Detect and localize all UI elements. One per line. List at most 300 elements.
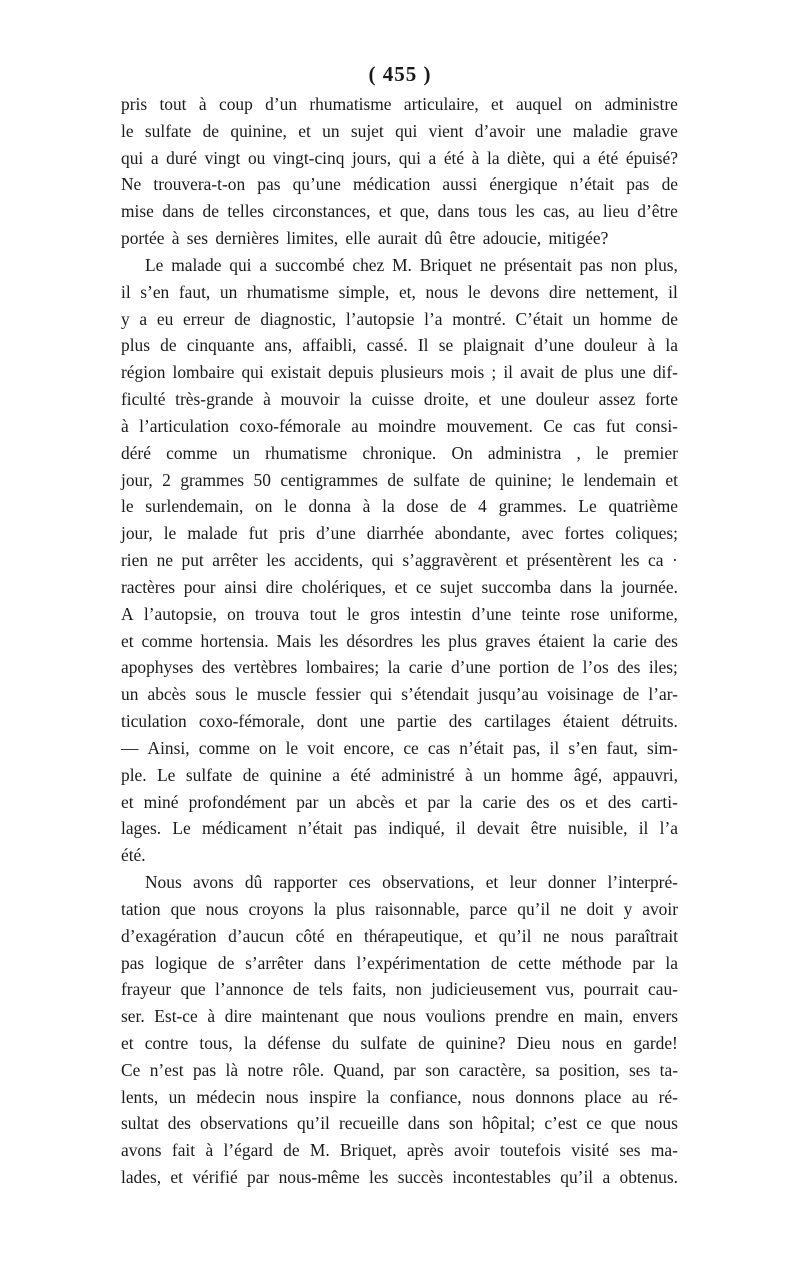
- word: on: [574, 94, 593, 114]
- word: dû: [424, 228, 443, 249]
- word: succès: [397, 1167, 444, 1188]
- word: consi-: [635, 415, 678, 436]
- word: un: [328, 791, 346, 812]
- word: abondante,: [434, 523, 511, 544]
- word: désordres: [346, 630, 414, 651]
- word: le: [121, 120, 134, 141]
- word: coup: [218, 94, 253, 114]
- word: Nous: [145, 872, 182, 893]
- word: dont: [316, 711, 348, 732]
- word: M.: [392, 254, 412, 275]
- word: l’annonce: [214, 979, 284, 1000]
- word: douleur: [584, 335, 638, 356]
- text-line: [121, 842, 678, 869]
- word: eu: [156, 308, 174, 329]
- word: recueille: [338, 1113, 399, 1134]
- word: dire: [548, 281, 577, 302]
- word: détruits.: [621, 711, 678, 732]
- word: d’une: [471, 603, 512, 624]
- word: à: [205, 1140, 214, 1161]
- word: Ce: [121, 1059, 141, 1080]
- word: depuis: [328, 362, 374, 383]
- word: nettement,: [585, 281, 659, 302]
- word: jours,: [351, 147, 392, 168]
- word: au: [351, 415, 368, 436]
- word: s’en: [140, 281, 170, 302]
- word: et: [478, 389, 492, 410]
- text-line: [121, 735, 678, 762]
- word: ma-: [650, 1140, 678, 1161]
- word: une: [536, 120, 562, 141]
- word: n’était: [459, 737, 504, 758]
- text-line: [121, 628, 678, 655]
- word: notre: [247, 1059, 284, 1080]
- word: portée: [121, 228, 165, 249]
- word: administre: [604, 94, 678, 114]
- word: jusqu’au: [478, 684, 538, 705]
- word: coliques;: [615, 523, 678, 544]
- word: de: [202, 201, 219, 222]
- word: duré: [166, 147, 198, 168]
- word: elle: [345, 228, 371, 249]
- word: devons: [490, 281, 540, 302]
- word: y: [121, 308, 130, 329]
- word: plus: [121, 335, 150, 356]
- word: été: [350, 764, 371, 785]
- word: nous: [205, 898, 239, 919]
- word: a: [150, 147, 159, 168]
- word: iles;: [648, 657, 678, 678]
- word: que: [610, 1113, 636, 1134]
- word: abcès: [147, 684, 187, 705]
- word: doit: [586, 898, 614, 919]
- word: sulfate: [144, 120, 192, 141]
- text-line: [121, 225, 678, 252]
- text-line: [121, 1084, 678, 1111]
- word: avait: [520, 362, 554, 383]
- word: qui: [369, 684, 393, 705]
- word: cassé.: [366, 335, 408, 356]
- word: le: [284, 496, 297, 517]
- word: lombaires;: [305, 657, 380, 678]
- word: comme: [198, 737, 250, 758]
- word: sulfate: [360, 1032, 407, 1053]
- word: le: [467, 281, 481, 302]
- word: plus: [584, 362, 614, 383]
- word: à: [121, 415, 129, 436]
- word: circonstances,: [272, 201, 371, 222]
- word: ta-: [659, 1059, 678, 1080]
- word: de: [202, 120, 220, 141]
- word: tation: [121, 898, 161, 919]
- word: s’arrêter: [245, 952, 304, 973]
- word: mitigée?: [548, 228, 609, 249]
- word: pas: [353, 818, 378, 839]
- body-text: [121, 91, 678, 1191]
- word: rhumatisme: [246, 281, 329, 302]
- text-line: [121, 869, 678, 896]
- word: une: [500, 389, 526, 410]
- word: cas,: [543, 201, 570, 222]
- word: caractère,: [458, 1059, 526, 1080]
- word: pas: [626, 174, 650, 195]
- word: ticulation: [121, 711, 187, 732]
- word: quinine,: [230, 120, 287, 141]
- word: le: [596, 442, 609, 463]
- word: que: [180, 979, 206, 1000]
- word: quatrième: [608, 496, 678, 517]
- word: non: [395, 979, 422, 1000]
- word: administra: [487, 442, 562, 463]
- word: put: [181, 550, 204, 571]
- word: 50: [253, 469, 271, 490]
- word: nous: [644, 1113, 678, 1134]
- word: envers: [632, 1006, 678, 1027]
- word: de: [387, 469, 404, 490]
- word: lendemain: [583, 469, 656, 490]
- word: Mais: [276, 630, 312, 651]
- word: rhumatisme: [265, 442, 348, 463]
- word: son: [425, 1059, 450, 1080]
- word: et: [585, 791, 598, 812]
- word: défense: [267, 1032, 321, 1053]
- word: prendre: [495, 1006, 549, 1027]
- word: l’os: [582, 657, 609, 678]
- word: main,: [583, 1006, 623, 1027]
- word: apophyses: [121, 657, 194, 678]
- word: qu’il: [297, 1113, 330, 1134]
- word: existait: [270, 362, 321, 383]
- word: que,: [399, 201, 430, 222]
- word: montré.: [452, 308, 506, 329]
- word: l’égard: [223, 1140, 273, 1161]
- word: en: [605, 1032, 623, 1053]
- word: diagnostic,: [260, 308, 337, 329]
- word: nous: [383, 1006, 416, 1027]
- word: et: [394, 576, 408, 597]
- word: plus: [336, 898, 366, 919]
- word: nuisible,: [568, 818, 628, 839]
- word: tout: [159, 94, 187, 114]
- word: mise: [121, 201, 154, 222]
- word: pas: [579, 254, 603, 275]
- word: présentèrent: [526, 550, 612, 571]
- word: qui: [395, 120, 418, 141]
- word: des: [526, 791, 550, 812]
- word: rien: [121, 550, 149, 571]
- word: des: [167, 1113, 191, 1134]
- word: qui: [121, 147, 144, 168]
- word: lombaire: [172, 362, 235, 383]
- text-line: [121, 789, 678, 816]
- word: au: [578, 201, 595, 222]
- word: faut,: [606, 737, 638, 758]
- word: tous: [477, 201, 507, 222]
- word: dose: [406, 496, 439, 517]
- text-line: [121, 574, 678, 601]
- word: nous: [472, 1086, 505, 1107]
- word: pas: [192, 1059, 217, 1080]
- word: à: [471, 147, 480, 168]
- word: ses: [628, 1059, 651, 1080]
- word: qu’il: [560, 1167, 594, 1188]
- word: intestin: [410, 603, 462, 624]
- word: là: [225, 1059, 239, 1080]
- word: son: [448, 1113, 474, 1134]
- word: profondément: [188, 791, 287, 812]
- word: de: [160, 335, 177, 356]
- word: de: [242, 764, 260, 785]
- text-line: [121, 440, 678, 467]
- word: quinine?: [445, 1032, 506, 1053]
- word: vérifié: [192, 1167, 238, 1188]
- word: cas: [427, 737, 451, 758]
- word: en: [557, 1006, 575, 1027]
- word: lents,: [121, 1086, 159, 1107]
- word: pourrait: [583, 979, 639, 1000]
- word: Quand,: [333, 1059, 385, 1080]
- word: qui: [398, 147, 421, 168]
- text-line: [121, 91, 678, 118]
- word: on: [255, 496, 273, 517]
- word: auquel: [515, 94, 563, 114]
- word: et: [485, 872, 499, 893]
- text-line: [121, 547, 678, 574]
- word: diète,: [507, 147, 546, 168]
- word: lieu: [602, 201, 629, 222]
- word: âgé,: [573, 764, 603, 785]
- word: premier: [623, 442, 678, 463]
- word: pris: [278, 523, 306, 544]
- word: nous-même: [278, 1167, 360, 1188]
- word: méthode: [561, 952, 622, 973]
- word: avons: [193, 872, 234, 893]
- word: le: [163, 523, 177, 544]
- word: et: [404, 791, 418, 812]
- word: trouva: [254, 603, 300, 624]
- word: qui: [552, 147, 576, 168]
- word: un: [572, 308, 590, 329]
- word: M.: [309, 1140, 330, 1161]
- word: obtenus.: [619, 1167, 678, 1188]
- word: forte: [645, 389, 678, 410]
- word: d’une: [534, 335, 574, 356]
- word: homme: [511, 764, 564, 785]
- word: pas: [121, 952, 145, 973]
- word: incontestables: [452, 1167, 551, 1188]
- word: donner: [547, 872, 597, 893]
- word: Briquet,: [340, 1140, 397, 1161]
- word: n’était: [298, 818, 343, 839]
- word: homme: [599, 308, 652, 329]
- text-line: [121, 654, 678, 681]
- word: de: [469, 469, 486, 490]
- word: épuisé?: [625, 147, 678, 168]
- word: un: [322, 120, 340, 141]
- word: partie: [397, 711, 437, 732]
- word: un: [219, 281, 238, 302]
- word: par: [632, 952, 655, 973]
- word: abcès: [356, 791, 395, 812]
- word: tels: [318, 979, 343, 1000]
- word: arrêter: [212, 550, 258, 571]
- word: dans: [162, 201, 195, 222]
- word: confiance,: [389, 1086, 462, 1107]
- word: de: [557, 657, 575, 678]
- word: —: [121, 737, 139, 758]
- word: quinine: [269, 764, 322, 785]
- word: de: [283, 1140, 300, 1161]
- word: uniforme,: [609, 603, 678, 624]
- text-line: [121, 386, 678, 413]
- word: Dieu: [516, 1032, 551, 1053]
- word: les: [266, 550, 286, 571]
- word: nous: [425, 281, 459, 302]
- word: de: [661, 308, 678, 329]
- word: journée.: [621, 576, 678, 597]
- word: cau-: [648, 979, 678, 1000]
- word: mouvoir: [280, 389, 340, 410]
- text-line: [121, 359, 678, 386]
- word: dernières: [215, 228, 280, 249]
- word: qu’il: [517, 898, 551, 919]
- word: ces: [348, 872, 371, 893]
- word: fut: [248, 523, 268, 544]
- text-line: [121, 950, 678, 977]
- word: de: [292, 979, 310, 1000]
- text-line: [121, 1003, 678, 1030]
- word: nous: [570, 925, 604, 946]
- text-line: [121, 681, 678, 708]
- word: ne: [479, 254, 497, 275]
- word: muscle: [257, 684, 307, 705]
- word: il: [668, 281, 678, 302]
- text-line: [121, 601, 678, 628]
- word: rapporter: [273, 872, 338, 893]
- word: les: [420, 630, 441, 651]
- word: la: [382, 496, 395, 517]
- word: et: [298, 120, 311, 141]
- word: le: [285, 737, 299, 758]
- word: maintenant: [261, 1006, 339, 1027]
- word: la: [349, 389, 362, 410]
- word: qu’une: [292, 174, 341, 195]
- word: de: [490, 952, 508, 973]
- word: d’exagération: [121, 925, 217, 946]
- word: ses: [186, 228, 209, 249]
- word: à: [362, 496, 371, 517]
- word: carti-: [641, 791, 678, 812]
- word: parce: [469, 898, 508, 919]
- word: judicieusement: [431, 979, 537, 1000]
- word: Le: [172, 818, 191, 839]
- word: région: [121, 362, 166, 383]
- word: cas: [573, 415, 596, 436]
- word: coxo-fémorale,: [198, 711, 305, 732]
- word: médecin: [196, 1086, 256, 1107]
- word: n’était: [569, 174, 615, 195]
- word: sulfate: [413, 469, 460, 490]
- word: garde!: [633, 1032, 678, 1053]
- word: malade: [187, 523, 238, 544]
- text-line: [121, 171, 678, 198]
- word: à: [465, 764, 473, 785]
- word: cette: [518, 952, 551, 973]
- word: donnons: [515, 1086, 575, 1107]
- word: sujet: [350, 120, 384, 141]
- word: rhumatisme: [309, 94, 392, 114]
- word: observations: [200, 1113, 288, 1134]
- word: plus: [448, 630, 478, 651]
- word: cholériques,: [301, 576, 386, 597]
- word: a: [582, 147, 591, 168]
- word: et: [121, 630, 134, 651]
- word: leur: [509, 872, 537, 893]
- word: os: [559, 791, 576, 812]
- word: sultat: [121, 1113, 159, 1134]
- word: chez: [352, 254, 385, 275]
- word: a: [139, 308, 148, 329]
- word: faut,: [178, 281, 211, 302]
- word: et: [170, 1167, 183, 1188]
- word: dans: [407, 1113, 440, 1134]
- word: l’a: [659, 818, 678, 839]
- word: il: [456, 818, 466, 839]
- word: la: [243, 1032, 257, 1053]
- word: Le: [578, 496, 597, 517]
- word: déré: [121, 442, 151, 463]
- word: le: [121, 496, 134, 517]
- word: l’a: [424, 308, 443, 329]
- text-line: [121, 332, 678, 359]
- word: qui: [371, 550, 394, 571]
- text-line: [121, 520, 678, 547]
- word: nous: [265, 1086, 299, 1107]
- word: y: [623, 898, 633, 919]
- word: frayeur: [121, 979, 172, 1000]
- word: telles: [227, 201, 265, 222]
- word: des: [607, 791, 632, 812]
- word: fessier: [315, 684, 361, 705]
- word: dif-: [652, 362, 678, 383]
- word: et: [505, 550, 519, 571]
- word: paraîtrait: [615, 925, 678, 946]
- word: été: [597, 147, 619, 168]
- word: la: [665, 952, 678, 973]
- text-line: [121, 198, 678, 225]
- text-line: [121, 1110, 678, 1137]
- word: ou: [247, 147, 266, 168]
- word: après: [406, 1140, 444, 1161]
- word: la: [313, 898, 327, 919]
- word: et: [491, 94, 504, 114]
- word: que: [348, 1006, 374, 1027]
- word: l’ar-: [648, 684, 678, 705]
- word: pas,: [512, 737, 541, 758]
- word: les: [369, 1167, 389, 1188]
- word: place: [584, 1086, 622, 1107]
- word: avec: [521, 523, 554, 544]
- word: rôle.: [292, 1059, 325, 1080]
- word: indiqué,: [388, 818, 445, 839]
- word: avoir: [642, 898, 678, 919]
- word: ré-: [658, 1086, 678, 1107]
- word: sa: [535, 1059, 550, 1080]
- word: plaignait: [463, 335, 525, 356]
- word: adoucie,: [482, 228, 542, 249]
- word: ;: [491, 362, 497, 383]
- word: par: [247, 1167, 270, 1188]
